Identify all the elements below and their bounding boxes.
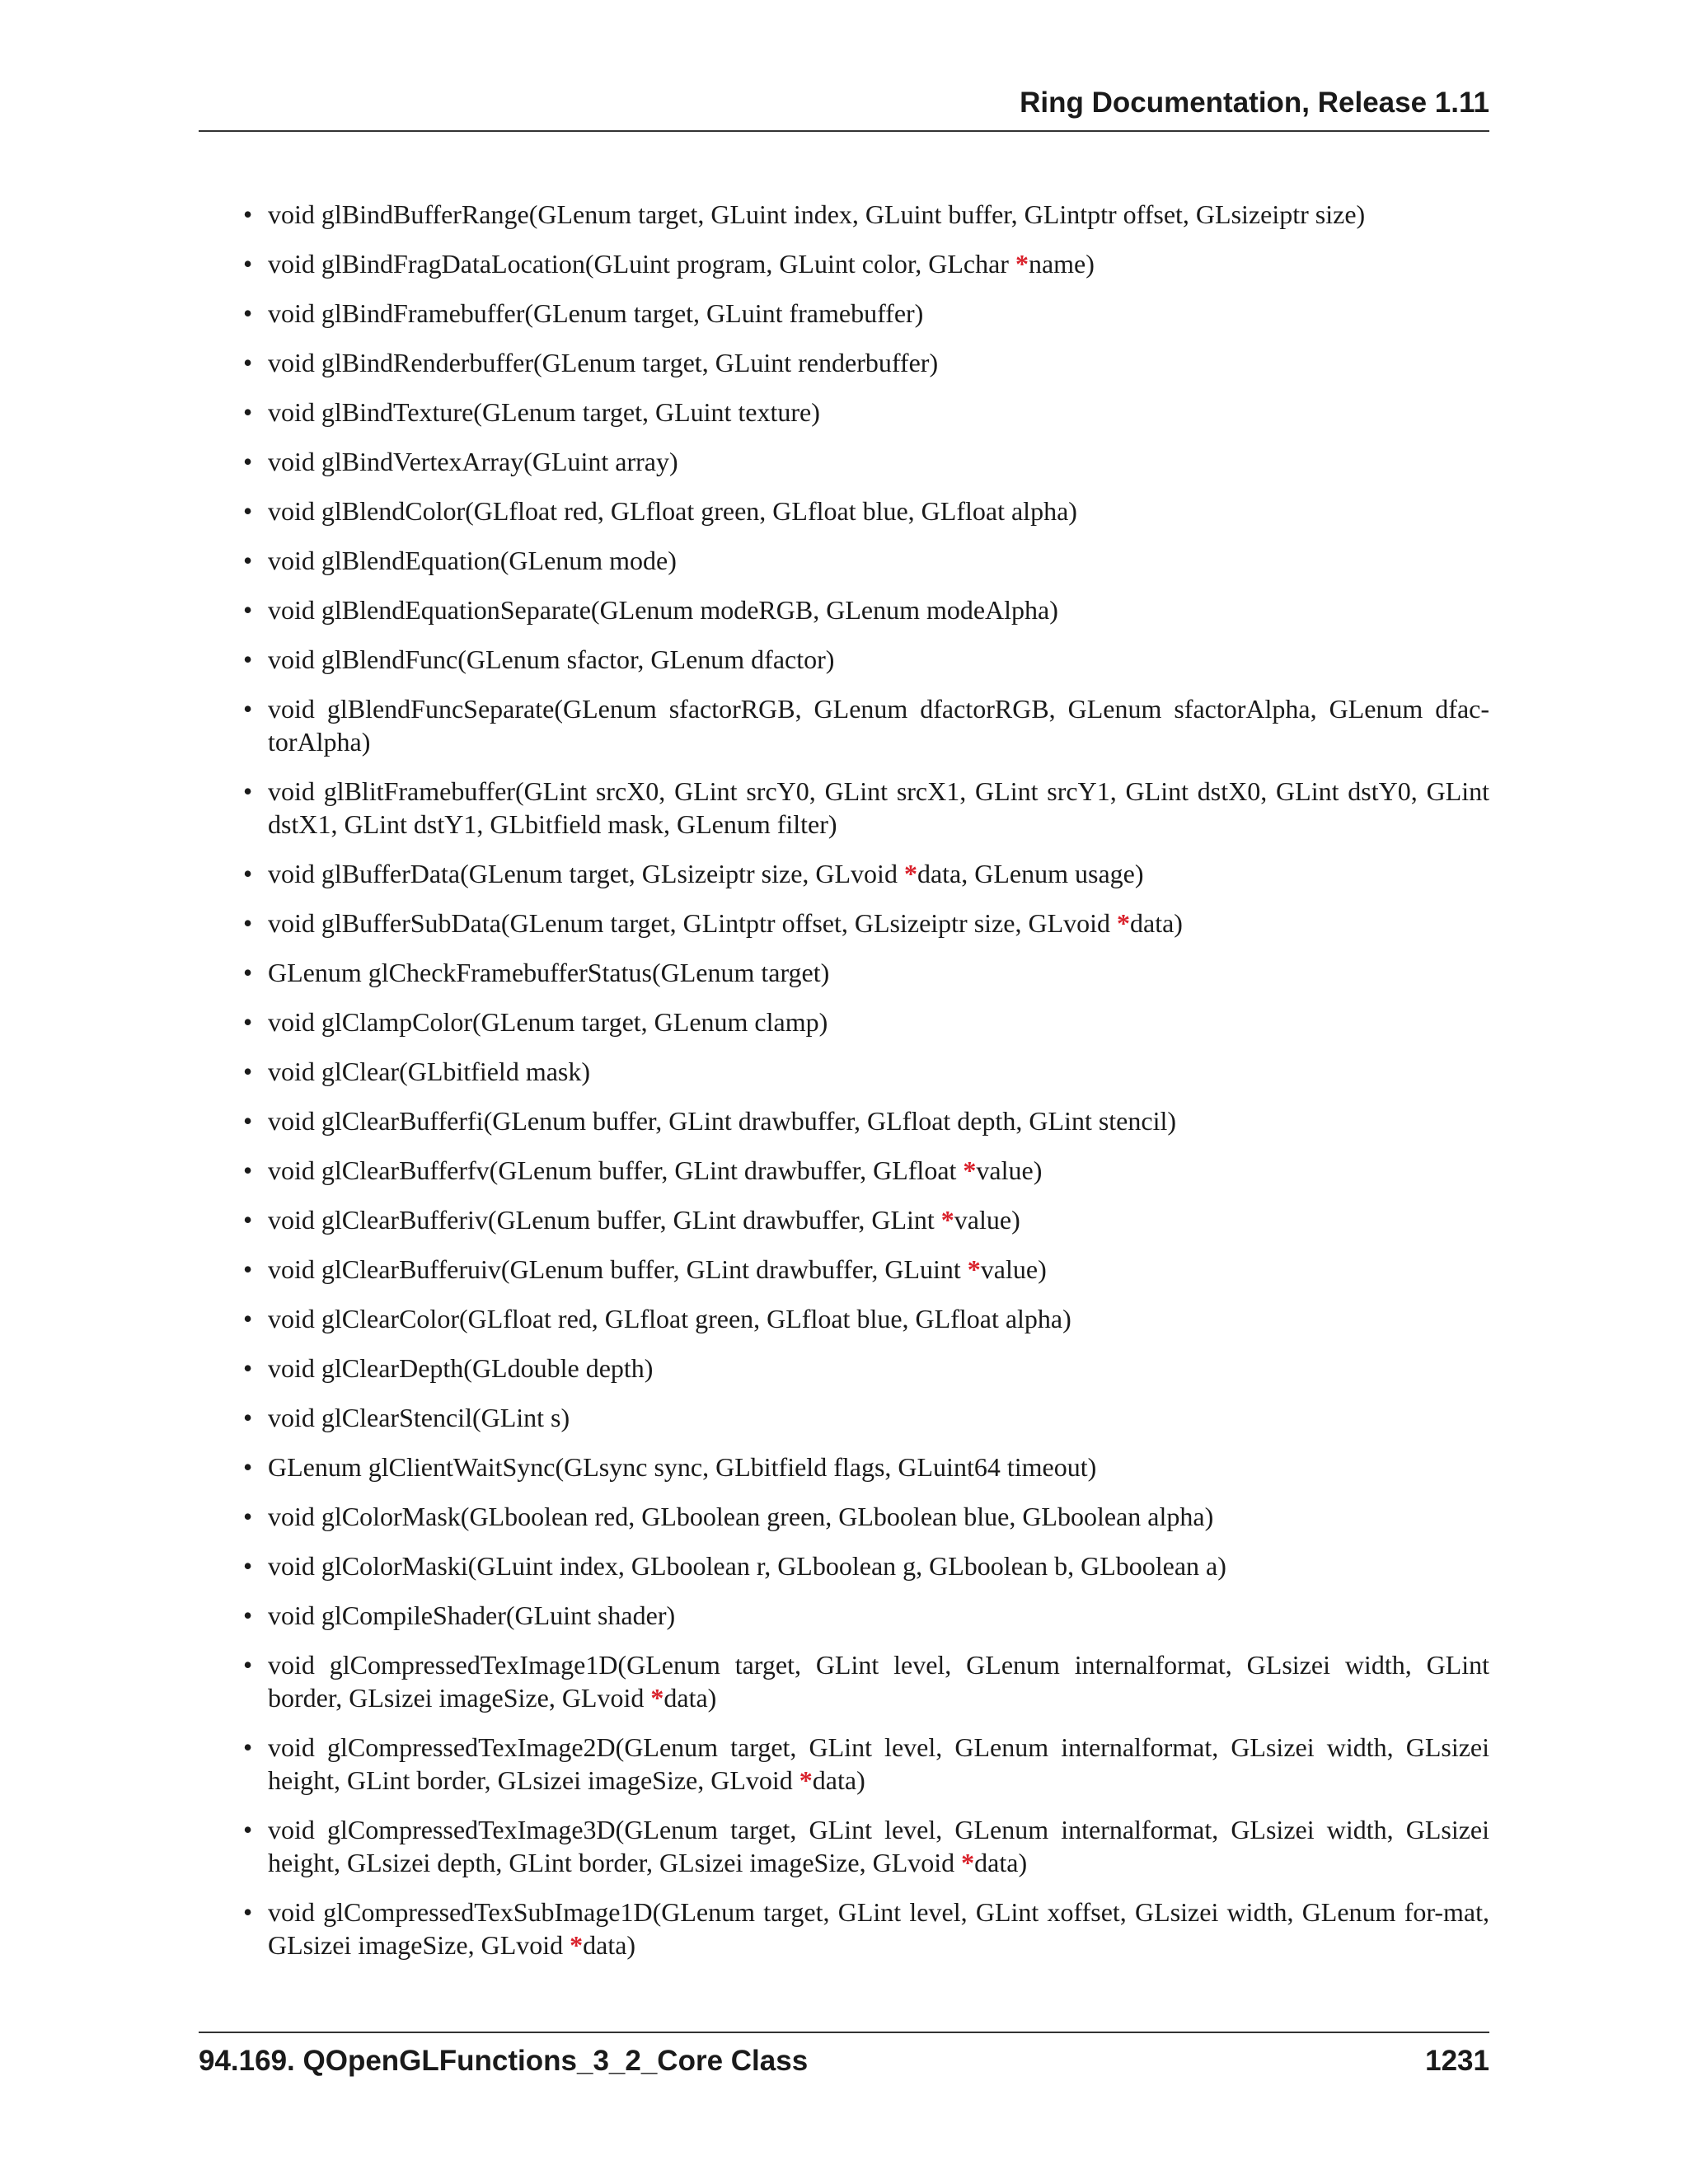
function-signature: void glClearBufferiv(GLenum buffer, GLint drawbuffer, GLint	[268, 1205, 941, 1235]
function-signature: void glCompileShader(GLuint shader)	[268, 1601, 676, 1630]
list-item	[199, 346, 1489, 379]
list-item	[199, 1104, 1489, 1137]
list-item	[199, 1896, 1489, 1961]
list-item	[199, 1055, 1489, 1088]
function-signature-tail: name)	[1028, 249, 1095, 279]
list-item	[199, 907, 1489, 940]
function-signature-tail: value)	[980, 1254, 1047, 1284]
function-signature-tail: data, GLenum usage)	[917, 859, 1144, 888]
pointer-star: *	[903, 859, 917, 888]
list-item	[199, 494, 1489, 527]
function-signature: void glCompressedTexImage2D(GLenum target, GLint level, GLenum internalformat, GLsizei width, GLsizei height, GLint border, GLsizei imageSize, GLvoid	[268, 1732, 1489, 1795]
list-item	[199, 1302, 1489, 1335]
function-signature: void glBlendEquationSeparate(GLenum modeRGB, GLenum modeAlpha)	[268, 595, 1058, 625]
function-signature-tail: data)	[1130, 908, 1183, 938]
function-signature: void glClearBufferuiv(GLenum buffer, GLint drawbuffer, GLuint	[268, 1254, 968, 1284]
list-item	[199, 593, 1489, 626]
list-item	[199, 1401, 1489, 1434]
pointer-star: *	[961, 1848, 975, 1877]
pointer-star: *	[570, 1930, 584, 1960]
function-list	[199, 198, 1489, 1961]
function-signature: void glBindBufferRange(GLenum target, GLuint index, GLuint buffer, GLintptr offset, GLsizeiptr size)	[268, 199, 1366, 229]
pointer-star: *	[967, 1254, 981, 1284]
list-item	[199, 396, 1489, 429]
function-signature: void glColorMaski(GLuint index, GLboolean r, GLboolean g, GLboolean b, GLboolean a)	[268, 1551, 1226, 1581]
footer-page-number: 1231	[1425, 2045, 1489, 2077]
list-item	[199, 692, 1489, 758]
list-item	[199, 1253, 1489, 1286]
function-signature: void glBindRenderbuffer(GLenum target, GLuint renderbuffer)	[268, 348, 939, 377]
list-item	[199, 1549, 1489, 1582]
function-signature: void glClear(GLbitfield mask)	[268, 1057, 591, 1086]
function-signature: void glClearColor(GLfloat red, GLfloat green, GLfloat blue, GLfloat alpha)	[268, 1304, 1071, 1333]
function-signature: void glClearBufferfi(GLenum buffer, GLint drawbuffer, GLfloat depth, GLint stencil)	[268, 1106, 1177, 1136]
list-item	[199, 775, 1489, 841]
function-signature: void glCompressedTexImage3D(GLenum target, GLint level, GLenum internalformat, GLsizei width, GLsizei height, GLsizei depth, GLint border, GLsizei imageSize, GLvoid	[268, 1815, 1489, 1877]
function-signature: void glBindFragDataLocation(GLuint program, GLuint color, GLchar	[268, 249, 1015, 279]
function-signature: void glBlitFramebuffer(GLint srcX0, GLint srcY0, GLint srcX1, GLint srcY1, GLint dstX0, GLint dstY0, GLint dstX1, GLint dstY1, GLbitfield mask, GLenum filter)	[268, 776, 1489, 839]
list-item	[199, 1203, 1489, 1236]
function-signature-tail: data)	[974, 1848, 1028, 1877]
list-item	[199, 1500, 1489, 1533]
function-signature: void glBlendFunc(GLenum sfactor, GLenum dfactor)	[268, 644, 835, 674]
list-item	[199, 1352, 1489, 1385]
list-item	[199, 1154, 1489, 1187]
page-header	[199, 89, 1489, 132]
list-item	[199, 1648, 1489, 1714]
function-signature: void glClearBufferfv(GLenum buffer, GLint drawbuffer, GLfloat	[268, 1155, 964, 1185]
function-signature: void glCompressedTexImage1D(GLenum target, GLint level, GLenum internalformat, GLsizei width, GLint border, GLsizei imageSize, GLvoid	[268, 1650, 1489, 1713]
pointer-star: *	[963, 1155, 977, 1185]
list-item	[199, 643, 1489, 676]
function-signature: void glBlendFuncSeparate(GLenum sfactorRGB, GLenum dfactorRGB, GLenum sfactorAlpha, GLenum dfac-torAlpha)	[268, 694, 1489, 757]
function-signature-tail: data)	[663, 1683, 717, 1713]
page-footer	[199, 2032, 1489, 2078]
header-title: Ring Documentation, Release 1.11	[1020, 87, 1489, 119]
pointer-star: *	[1117, 908, 1130, 938]
list-item	[199, 1731, 1489, 1797]
pointer-star: *	[799, 1765, 813, 1795]
list-item	[199, 247, 1489, 280]
pointer-star: *	[940, 1205, 954, 1235]
list-item	[199, 1005, 1489, 1038]
function-signature: void glColorMask(GLboolean red, GLboolean green, GLboolean blue, GLboolean alpha)	[268, 1502, 1214, 1531]
pointer-star: *	[1015, 249, 1029, 279]
function-signature: void glBufferSubData(GLenum target, GLintptr offset, GLsizeiptr size, GLvoid	[268, 908, 1117, 938]
function-signature-tail: data)	[583, 1930, 636, 1960]
footer-section: 94.169. QOpenGLFunctions_3_2_Core Class	[199, 2045, 809, 2077]
pointer-star: *	[650, 1683, 664, 1713]
function-signature: void glBindFramebuffer(GLenum target, GLuint framebuffer)	[268, 298, 924, 328]
function-signature: void glCompressedTexSubImage1D(GLenum target, GLint level, GLint xoffset, GLsizei width, GLenum for-mat, GLsizei imageSize, GLvoid	[268, 1897, 1489, 1960]
list-item	[199, 198, 1489, 231]
function-signature: void glBufferData(GLenum target, GLsizeiptr size, GLvoid	[268, 859, 904, 888]
list-item	[199, 1599, 1489, 1632]
list-item	[199, 297, 1489, 330]
list-item	[199, 1813, 1489, 1879]
list-item	[199, 1451, 1489, 1483]
list-item	[199, 956, 1489, 989]
function-signature: void glBlendEquation(GLenum mode)	[268, 546, 677, 575]
function-signature: void glBlendColor(GLfloat red, GLfloat green, GLfloat blue, GLfloat alpha)	[268, 496, 1077, 526]
function-signature-tail: value)	[976, 1155, 1043, 1185]
list-item	[199, 445, 1489, 478]
function-signature: GLenum glClientWaitSync(GLsync sync, GLbitfield flags, GLuint64 timeout)	[268, 1452, 1097, 1482]
function-signature-tail: value)	[954, 1205, 1020, 1235]
function-signature: void glBindVertexArray(GLuint array)	[268, 447, 678, 476]
function-signature-tail: data)	[812, 1765, 865, 1795]
function-signature: void glClampColor(GLenum target, GLenum clamp)	[268, 1007, 828, 1037]
list-item	[199, 857, 1489, 890]
function-signature: void glClearDepth(GLdouble depth)	[268, 1353, 654, 1383]
function-signature: GLenum glCheckFramebufferStatus(GLenum target)	[268, 958, 830, 987]
document-body	[199, 198, 1489, 1978]
list-item	[199, 544, 1489, 577]
function-signature: void glClearStencil(GLint s)	[268, 1403, 570, 1432]
function-signature: void glBindTexture(GLenum target, GLuint texture)	[268, 397, 820, 427]
